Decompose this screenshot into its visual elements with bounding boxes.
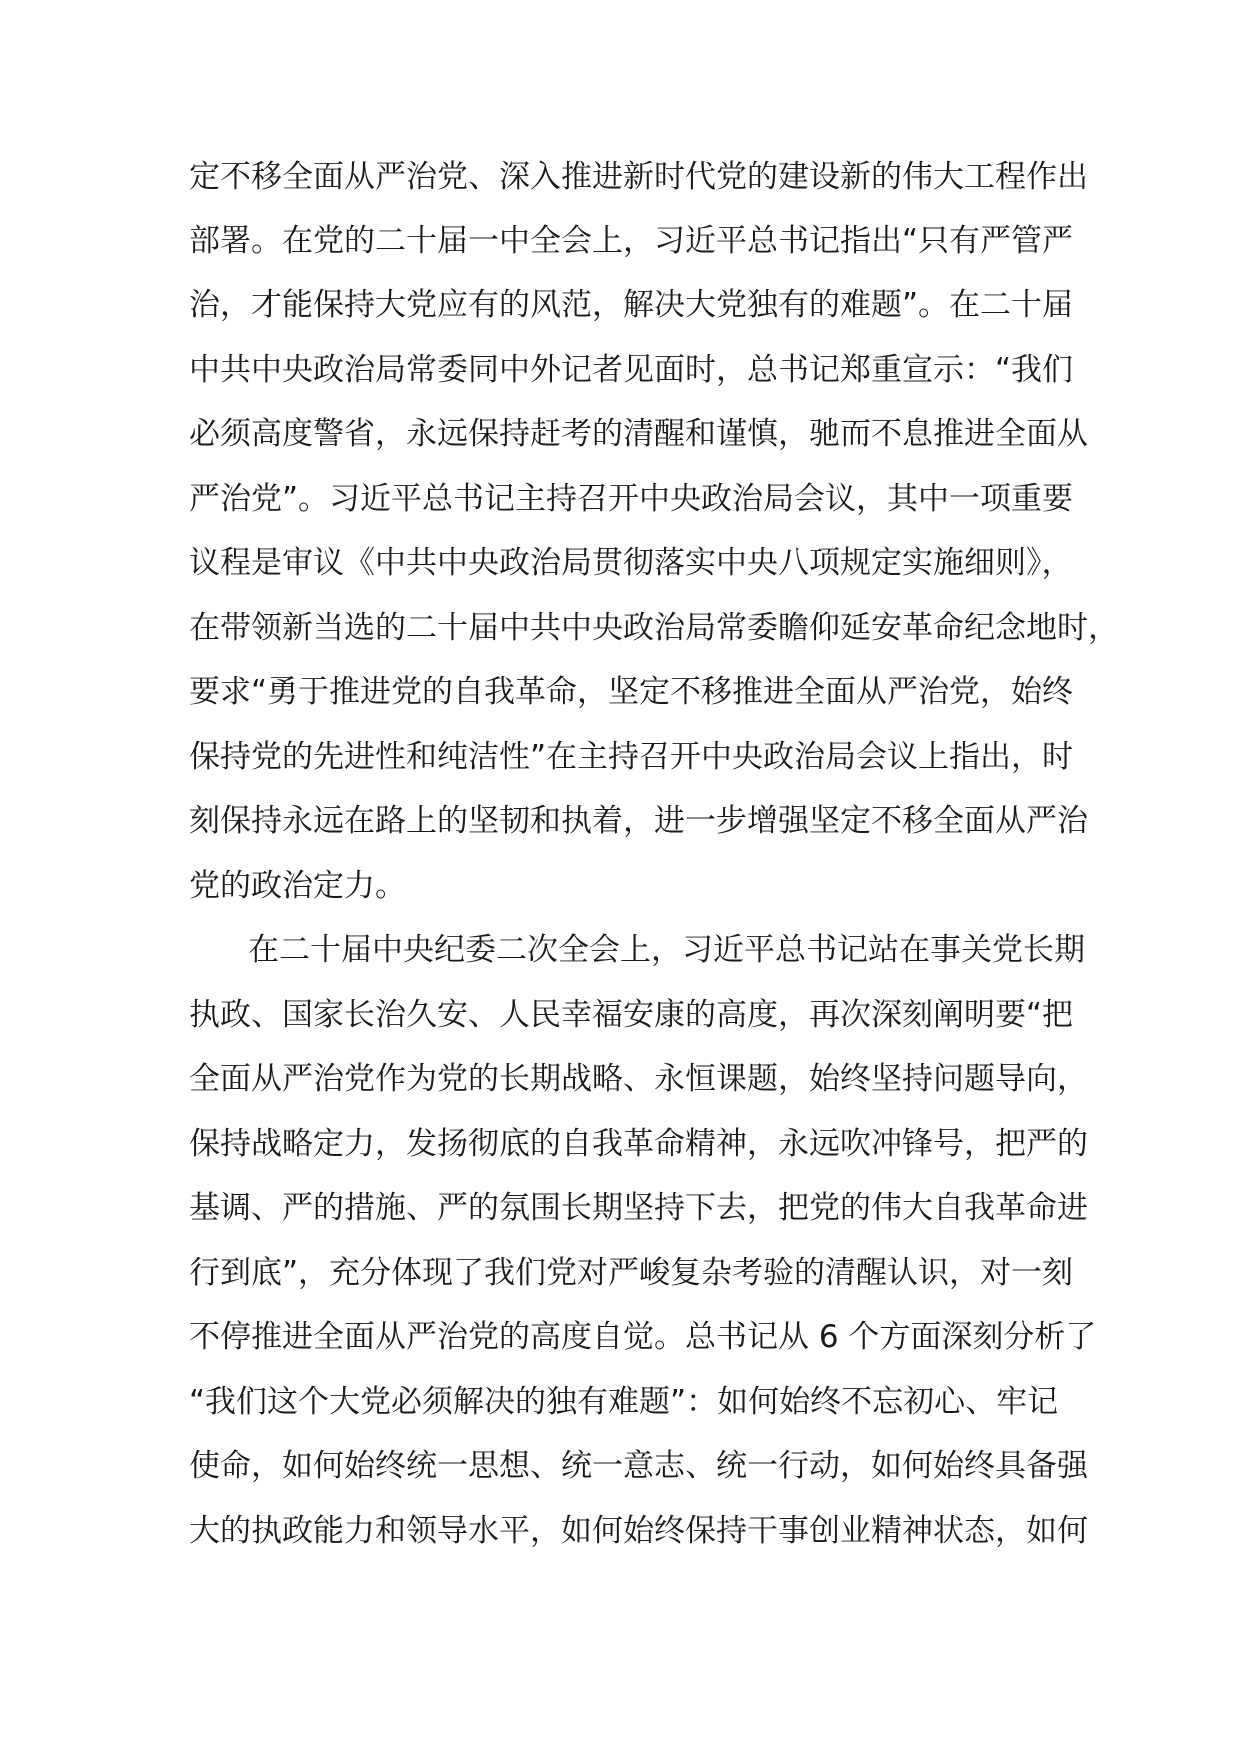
text-line: 严治党”。习近平总书记主持召开中央政治局会议，其中一项重要 xyxy=(189,481,1074,517)
text-line: “我们这个大党必须解决的独有难题”：如何始终不忘初心、牢记 xyxy=(189,1384,1059,1420)
text-line: 执政、国家长治久安、人民幸福安康的高度，再次深刻阐明要“把 xyxy=(189,997,1074,1033)
text-line: 使命，如何始终统一思想、统一意志、统一行动，如何始终具备强 xyxy=(189,1448,1088,1484)
text-line: 刻保持永远在路上的坚韧和执着，进一步增强坚定不移全面从严治 xyxy=(189,803,1088,839)
text-line: 党的政治定力。 xyxy=(189,868,406,904)
text-line: 定不移全面从严治党、深入推进新时代党的建设新的伟大工程作出 xyxy=(189,159,1088,195)
text-line: 要求“勇于推进党的自我革命，坚定不移推进全面从严治党，始终 xyxy=(189,674,1074,710)
text-line: 中共中央政治局常委同中外记者见面时，总书记郑重宣示：“我们 xyxy=(189,352,1074,388)
text-line: 部署。在党的二十届一中全会上，习近平总书记指出“只有严管严 xyxy=(189,223,1074,259)
text-line: 全面从严治党作为党的长期战略、永恒课题，始终坚持问题导向， xyxy=(189,1061,1088,1097)
text-line: 不停推进全面从严治党的高度自觉。总书记从 6 个方面深刻分析了 xyxy=(189,1319,1097,1355)
text-line: 在带领新当选的二十届中共中央政治局常委瞻仰延安革命纪念地时， xyxy=(189,610,1119,646)
text-line: 基调、严的措施、严的氛围长期坚持下去，把党的伟大自我革命进 xyxy=(189,1190,1088,1226)
text-line: 治，才能保持大党应有的风范，解决大党独有的难题”。在二十届 xyxy=(189,287,1074,323)
text-line: 保持战略定力，发扬彻底的自我革命精神，永远吹冲锋号，把严的 xyxy=(189,1126,1088,1162)
text-line: 必须高度警省，永远保持赶考的清醒和谨慎，驰而不息推进全面从 xyxy=(189,416,1088,452)
paragraph-first-line: 在二十届中央纪委二次全会上，习近平总书记站在事关党长期 xyxy=(248,932,1085,968)
text-line: 保持党的先进性和纯洁性”在主持召开中央政治局会议上指出，时 xyxy=(189,739,1074,775)
text-line: 行到底”，充分体现了我们党对严峻复杂考验的清醒认识，对一刻 xyxy=(189,1255,1074,1291)
text-line: 议程是审议《中共中央政治局贯彻落实中央八项规定实施细则》， xyxy=(189,545,1073,581)
text-line: 大的执政能力和领导水平，如何始终保持干事创业精神状态，如何 xyxy=(189,1513,1088,1549)
